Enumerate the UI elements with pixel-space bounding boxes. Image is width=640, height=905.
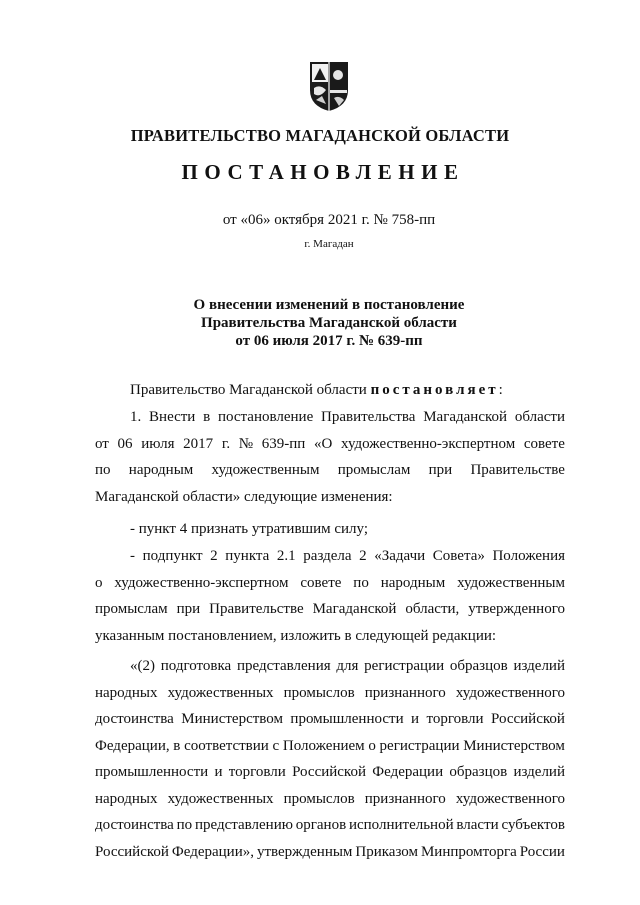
preamble-colon: : [498,382,503,398]
word: 639-пп [261,435,306,452]
word: и [411,711,420,727]
document-city: г. Магадан [304,238,354,250]
word: Внести [149,409,196,425]
word: области [514,409,565,425]
justified-line [95,404,565,431]
word: промышленности [95,764,209,780]
word: о [95,574,103,591]
word: художественным [457,574,565,591]
word: образцов [449,658,508,674]
word: художественных [167,684,274,701]
change-1-line: - пункт 4 признать утратившим силу; [130,521,369,537]
word: с [272,737,280,754]
subject-line: О внесении изменений в постановление [193,297,465,313]
item-1-last-line: Магаданской области» следующие изменения: [95,488,393,505]
word: изделий [513,658,565,674]
word: Российской [292,764,366,780]
word: «(2) [130,658,155,674]
word: совете [523,435,565,452]
word: г. [221,435,231,452]
justified-line [95,733,565,760]
word: июля [141,435,175,452]
word: утвержденного [468,601,565,617]
word: соответствии [184,737,269,754]
word: 2 [210,548,218,564]
word: Федерации, [95,737,170,754]
word: 06 [117,435,133,452]
word: для [336,658,359,674]
preamble-line [95,377,565,404]
word: исполнительной [348,817,454,833]
word: по [176,817,193,833]
word: народных [95,684,158,701]
coat-of-arms-icon [308,60,350,112]
word: художественно-экспертном [341,435,516,452]
word: Российской [95,843,169,860]
word: власти [456,817,499,833]
justified-line [95,786,565,813]
word: Магаданской [312,601,397,617]
preamble-text: Правительство Магаданской области [130,382,371,398]
word: Министерством [181,711,283,727]
word: подготовка [160,658,232,674]
word: регистрации [379,737,460,754]
word: промышленности [290,711,404,727]
word: торговли [228,764,286,780]
word: достоинства [95,817,174,833]
justified-line [95,570,565,597]
word: народных [95,790,158,807]
word: «О [314,435,333,452]
word: при [176,601,201,617]
word: «Задачи [374,548,426,564]
word: торговли [426,711,484,727]
change-2-last-line: указанным постановлением, изложить в следующей редакции: [95,627,497,644]
document-type: ПОСТАНОВЛЕНИЕ [181,160,465,184]
word: пункта [225,548,270,564]
word: Минпромторга [420,843,517,860]
word: в [203,409,211,425]
government-name: ПРАВИТЕЛЬСТВО МАГАДАНСКОЙ ОБЛАСТИ [130,126,510,145]
word: изделий [513,764,565,780]
word: в [173,737,181,754]
word: достоинства [95,711,174,727]
word: признанного [364,790,446,807]
justified-line [95,680,565,707]
word: России [519,843,565,860]
quoted-text [95,653,565,865]
word: органов [295,817,347,833]
word: художественно-экспертном [114,574,289,591]
word: Федерации», [171,843,254,860]
word: Правительства [321,409,416,425]
word: Магаданской [423,409,508,425]
preamble [95,377,565,404]
word: художественным [211,462,320,478]
word: № [238,435,254,452]
word: по [353,574,369,591]
subject-line: Правительства Магаданской области [201,315,457,331]
word: утвержденным [256,843,353,860]
word: художественных [167,790,274,807]
justified-line [95,653,565,680]
word: регистрации [364,658,445,674]
item-1 [95,404,565,510]
justified-line [95,543,565,570]
word: постановление [218,409,314,425]
word: Правительстве [209,601,304,617]
word: совете [300,574,342,591]
word: Министерством [463,737,565,754]
preamble-keyword: постановляет [370,382,499,398]
word: 2.1 [276,548,296,564]
word: Правительстве [470,462,565,478]
word: при [428,462,453,478]
justified-line [95,596,565,623]
justified-line [95,457,565,484]
word: признанного [364,684,446,701]
word: представления [236,658,331,674]
word: Положением [282,737,365,754]
justified-line [95,431,565,458]
word: промыслов [283,684,355,701]
word: 2017 [183,435,214,452]
change-2 [95,543,565,649]
change-1 [95,516,565,543]
word: Совета» [432,548,485,564]
word: народным [380,574,446,591]
word: народным [128,462,194,478]
word: Положения [492,548,565,564]
word: промыслам [95,601,168,617]
subject-line: от 06 июля 2017 г. № 639-пп [235,333,423,349]
word: Приказом [355,843,419,860]
justified-line [95,812,565,839]
justified-line [95,759,565,786]
word: по [95,462,111,478]
word: образцов [449,764,508,780]
document-subject [0,296,640,350]
document-date-number: от «06» октября 2021 г. № 758-пп [222,212,436,228]
word: области, [405,601,460,617]
word: подпункт [142,548,203,564]
word: - [130,548,135,564]
word: 2 [359,548,367,564]
word: промыслам [337,462,411,478]
word: Федерации [372,764,444,780]
word: раздела [303,548,352,564]
word: о [368,737,376,754]
word: художественного [455,684,565,701]
word: промыслов [283,790,355,807]
justified-line [95,706,565,733]
word: Российской [491,711,565,727]
word: субъектов [501,817,565,833]
word: художественного [455,790,565,807]
word: 1. [130,409,142,425]
word: и [214,764,223,780]
word: представлению [194,817,293,833]
justified-line [95,839,565,866]
word: от [95,435,109,452]
